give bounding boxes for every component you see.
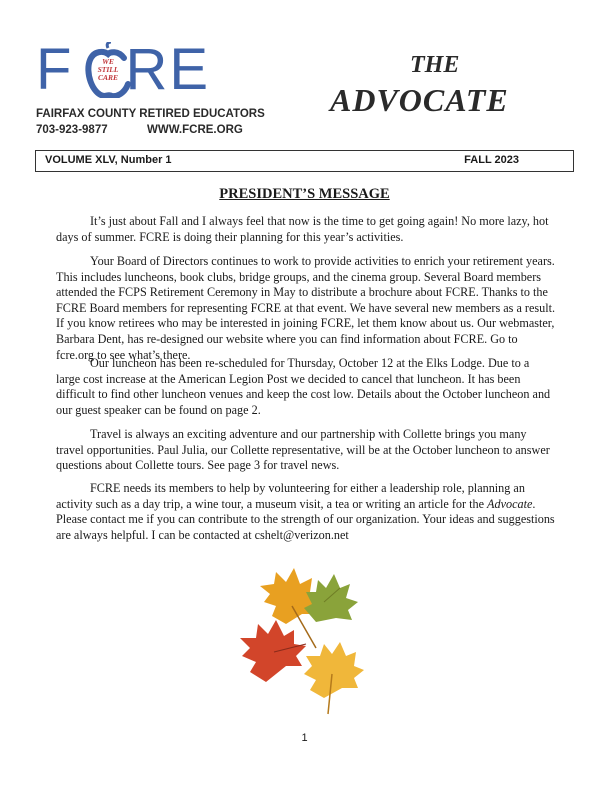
masthead-the: THE [410,52,460,78]
paragraph-text: FCRE needs its members to help by volunteering for either a leadership role, planning an activity such as a day trip, a wine tour, a museum visit, a tea or writing an article for the [56,481,525,511]
article-paragraph [56,481,556,543]
organization-website: WWW.FCRE.ORG [147,124,243,136]
volume-number: VOLUME XLV, Number 1 [45,154,172,166]
article-title: PRESIDENT’S MESSAGE [219,186,390,202]
advocate-emphasis: Advocate [487,496,533,511]
article-paragraph: It’s just about Fall and I always feel that now is the time to get going again! No more lazy, hot days of summer. FCRE is doing their planning for this year’s activities. [56,214,549,244]
article-paragraph: Travel is always an exciting adventure and our partnership with Collette brings you many travel opportunities. Paul Julia, our Collette representative, will be at the October luncheon to answer questions about Collette tours. See page 3 for travel news. [56,427,550,473]
page-number: 1 [301,732,308,744]
maple-leaf-icon [304,642,364,714]
autumn-leaves-image [236,566,366,716]
logo-letter-r: R [125,37,170,102]
maple-leaf-icon [240,620,306,682]
organization-phone: 703-923-9877 [36,124,108,136]
logo-letter-f: F [36,37,74,102]
volume-bar [35,150,574,172]
we-still-care-text [89,58,127,82]
organization-name: FAIRFAX COUNTY RETIRED EDUCATORS [36,108,265,120]
logo-letter-e: E [169,37,211,102]
issue-season: FALL 2023 [464,154,519,166]
apple-text-line: STILL [97,65,119,74]
paragraph-text: . Please contact me if you can contribute to the strength of our organization. Your ideas and suggestions are always helpful. I can be contacted at cshelt@verizon.net [56,496,555,542]
apple-text-line: CARE [97,73,118,82]
article-paragraph: Your Board of Directors continues to work to provide activities to enrich your retirement years. This includes luncheons, book clubs, bridge groups, and the cinema group. Several Board members attended the FCPS Retirement Ceremony in May to distribute a brochure about FCRE. Thanks to the FCRE Board members for representing FCRE at that event. We have several new members as a result. If you know retirees who may be interested in joining FCRE, let them know about us. Our webmaster, Barbara Dent, has re-designed our website where you can find information about FCRE. Go to fcre.org to see what’s there. [56,254,556,362]
maple-leaf-icon [304,574,358,622]
article-paragraph: Our luncheon has been re-scheduled for Thursday, October 12 at the Elks Lodge. Due to a large cost increase at the American Legion Post we decided to cancel that luncheon. It has been difficult to find other luncheon venues and keep the cost low. Details about the October luncheon and our guest speaker can be found on page 2. [56,356,551,417]
masthead-advocate: ADVOCATE [330,82,509,118]
fcre-logo [36,37,236,102]
apple-text-line: WE [102,57,114,66]
